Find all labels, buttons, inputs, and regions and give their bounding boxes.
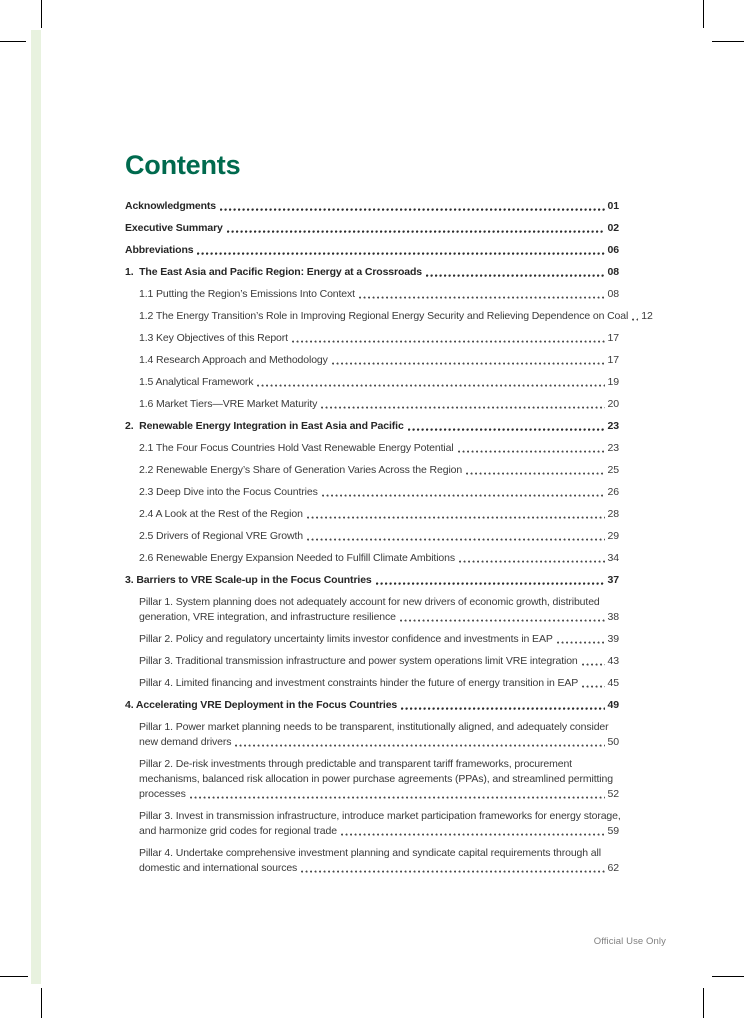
- crop-mark: [41, 988, 42, 1018]
- toc-entry[interactable]: [125, 463, 619, 478]
- toc-page-number: 49: [607, 699, 619, 711]
- toc-entry-last-line: [125, 265, 619, 280]
- toc-entry-last-line: [139, 610, 619, 625]
- toc-leader-dots: [632, 318, 638, 321]
- toc-entry[interactable]: [125, 676, 619, 691]
- toc-entry-last-line: [139, 331, 619, 346]
- toc-entry-last-line: [139, 551, 619, 566]
- toc-entry-text: new demand drivers: [139, 736, 232, 748]
- toc-page-number: 25: [607, 464, 619, 476]
- toc-page-number: 02: [607, 222, 619, 234]
- toc-entry[interactable]: [125, 698, 619, 713]
- toc-entry[interactable]: [125, 809, 619, 839]
- toc-entry-text: 2.2 Renewable Energy’s Share of Generation Varies Across the Region: [139, 464, 463, 476]
- toc-entry-text: 1. The East Asia and Pacific Region: Energy at a Crossroads: [125, 266, 423, 278]
- toc-entry-last-line: [125, 243, 619, 258]
- toc-entry-last-line: [139, 309, 653, 324]
- toc-leader-dots: [292, 340, 605, 343]
- toc-entry-text: Pillar 3. Traditional transmission infrastructure and power system operations limit VRE integration: [139, 655, 578, 667]
- toc-leader-dots: [235, 744, 604, 747]
- toc-entry-last-line: [139, 861, 619, 876]
- toc-entry[interactable]: [125, 199, 619, 214]
- toc-entry-text: 2.6 Renewable Energy Expansion Needed to Fulfill Climate Ambitions: [139, 552, 456, 564]
- table-of-contents: [125, 199, 653, 883]
- toc-page-number: 62: [607, 862, 619, 874]
- toc-entry-last-line: [125, 419, 619, 434]
- toc-entry-text: domestic and international sources: [139, 862, 298, 874]
- toc-page-number: 26: [607, 486, 619, 498]
- toc-leader-dots: [190, 796, 605, 799]
- toc-page-number: 01: [607, 200, 619, 212]
- toc-page-number: 34: [607, 552, 619, 564]
- toc-entry-last-line: [139, 463, 619, 478]
- toc-leader-dots: [376, 582, 605, 585]
- toc-page-number: 06: [607, 244, 619, 256]
- toc-leader-dots: [307, 538, 605, 541]
- toc-entry-text: 3. Barriers to VRE Scale-up in the Focus Countries: [125, 574, 372, 586]
- crop-mark: [712, 976, 744, 977]
- crop-mark: [0, 41, 26, 42]
- toc-entry[interactable]: [125, 397, 619, 412]
- toc-page-number: 29: [607, 530, 619, 542]
- toc-entry-last-line: [139, 676, 619, 691]
- toc-leader-dots: [582, 685, 604, 688]
- toc-entry-text: 2.3 Deep Dive into the Focus Countries: [139, 486, 318, 498]
- toc-entry[interactable]: [125, 221, 619, 236]
- left-bleed-bar: [31, 30, 41, 984]
- toc-page-number: 23: [607, 442, 619, 454]
- toc-leader-dots: [408, 428, 605, 431]
- crop-mark: [703, 988, 704, 1018]
- toc-page-number: 28: [607, 508, 619, 520]
- toc-entry[interactable]: [125, 846, 619, 876]
- toc-entry-last-line: [139, 824, 619, 839]
- toc-entry-text: Acknowledgments: [125, 200, 216, 212]
- toc-entry-text: 1.4 Research Approach and Methodology: [139, 354, 328, 366]
- toc-entry-last-line: [139, 529, 619, 544]
- toc-page-number: 38: [607, 611, 619, 623]
- toc-entry[interactable]: [125, 507, 619, 522]
- toc-entry-text: processes: [139, 788, 186, 800]
- toc-entry-last-line: [139, 485, 619, 500]
- toc-entry-text: Pillar 4. Limited financing and investment constraints hinder the future of energy transition in EAP: [139, 677, 579, 689]
- toc-entry-text: generation, VRE integration, and infrastructure resilience: [139, 611, 396, 623]
- toc-entry-text: 1.2 The Energy Transition’s Role in Improving Regional Energy Security and Relieving Dependence on Coal: [139, 310, 629, 322]
- toc-entry-text: and harmonize grid codes for regional trade: [139, 825, 337, 837]
- toc-entry[interactable]: [125, 331, 619, 346]
- toc-entry[interactable]: [125, 243, 619, 258]
- crop-mark: [41, 0, 42, 28]
- toc-entry-text: 1.6 Market Tiers—VRE Market Maturity: [139, 398, 318, 410]
- toc-page-number: 37: [607, 574, 619, 586]
- toc-page-number: 52: [607, 788, 619, 800]
- toc-entry-text: Executive Summary: [125, 222, 223, 234]
- toc-leader-dots: [466, 472, 604, 475]
- crop-mark: [703, 0, 704, 28]
- toc-leader-dots: [557, 641, 605, 644]
- toc-entry[interactable]: [125, 529, 619, 544]
- toc-entry-text: 2.5 Drivers of Regional VRE Growth: [139, 530, 303, 542]
- toc-leader-dots: [197, 252, 604, 255]
- toc-leader-dots: [332, 362, 605, 365]
- toc-entry-last-line: [139, 441, 619, 456]
- toc-page-number: 39: [607, 633, 619, 645]
- toc-entry-last-line: [139, 632, 619, 647]
- toc-leader-dots: [257, 384, 604, 387]
- toc-leader-dots: [301, 870, 604, 873]
- toc-page-number: 17: [607, 354, 619, 366]
- toc-entry[interactable]: [125, 265, 619, 280]
- toc-leader-dots: [321, 406, 604, 409]
- toc-leader-dots: [426, 274, 605, 277]
- toc-entry-text: 1.5 Analytical Framework: [139, 376, 254, 388]
- toc-leader-dots: [400, 619, 605, 622]
- toc-entry[interactable]: [125, 375, 619, 390]
- toc-entry-text-line: Pillar 3. Invest in transmission infrastructure, introduce market participation frameworks for energy storage,: [139, 810, 621, 822]
- toc-page-number: 19: [607, 376, 619, 388]
- toc-leader-dots: [458, 450, 605, 453]
- toc-page-number: 12: [641, 310, 653, 322]
- toc-entry-last-line: [139, 375, 619, 390]
- toc-leader-dots: [220, 208, 605, 211]
- toc-entry[interactable]: [125, 757, 619, 802]
- toc-entry-text-line: Pillar 1. System planning does not adequately account for new drivers of economic growth, distributed: [139, 596, 600, 608]
- toc-leader-dots: [322, 494, 605, 497]
- toc-entry-text: Pillar 2. Policy and regulatory uncertainty limits investor confidence and investments in EAP: [139, 633, 553, 645]
- toc-entry[interactable]: [125, 551, 619, 566]
- toc-page-number: 08: [607, 266, 619, 278]
- toc-page-number: 17: [607, 332, 619, 344]
- toc-page-number: 08: [607, 288, 619, 300]
- toc-entry[interactable]: [125, 720, 619, 750]
- toc-entry[interactable]: [125, 573, 619, 588]
- toc-entry-last-line: [125, 698, 619, 713]
- toc-entry-text: 2.4 A Look at the Rest of the Region: [139, 508, 303, 520]
- toc-page-number: 59: [607, 825, 619, 837]
- toc-entry-text-line: Pillar 4. Undertake comprehensive investment planning and syndicate capital requirements through all: [139, 847, 601, 859]
- toc-page-number: 20: [607, 398, 619, 410]
- toc-entry-text: Abbreviations: [125, 244, 194, 256]
- toc-entry[interactable]: [125, 287, 619, 302]
- toc-entry-last-line: [139, 787, 619, 802]
- toc-leader-dots: [227, 230, 605, 233]
- toc-entry-text-line: Pillar 2. De-risk investments through predictable and transparent tariff frameworks, procurement: [139, 758, 572, 770]
- crop-mark: [712, 41, 744, 42]
- toc-page-number: 23: [607, 420, 619, 432]
- toc-entry-text: 2.1 The Four Focus Countries Hold Vast Renewable Energy Potential: [139, 442, 454, 454]
- toc-leader-dots: [341, 833, 605, 836]
- toc-entry-last-line: [139, 507, 619, 522]
- toc-entry[interactable]: [125, 632, 619, 647]
- toc-leader-dots: [401, 707, 604, 710]
- toc-entry-text: 4. Accelerating VRE Deployment in the Focus Countries: [125, 699, 398, 711]
- toc-entry-text: 1.1 Putting the Region’s Emissions Into Context: [139, 288, 355, 300]
- toc-entry-last-line: [125, 199, 619, 214]
- page-title: Contents: [125, 150, 241, 180]
- toc-entry-last-line: [125, 573, 619, 588]
- toc-entry-last-line: [139, 654, 619, 669]
- toc-entry-text: 2. Renewable Energy Integration in East Asia and Pacific: [125, 420, 404, 432]
- toc-entry[interactable]: [125, 441, 619, 456]
- toc-leader-dots: [307, 516, 605, 519]
- toc-page-number: 43: [607, 655, 619, 667]
- toc-entry-last-line: [139, 397, 619, 412]
- crop-mark: [0, 976, 28, 977]
- footer-classification: Official Use Only: [593, 936, 666, 947]
- toc-entry-text-line: mechanisms, balanced risk allocation in power purchase agreements (PPAs), and streamlined permitting: [139, 773, 613, 785]
- toc-entry-last-line: [139, 287, 619, 302]
- toc-entry[interactable]: [125, 595, 619, 625]
- toc-entry[interactable]: [125, 309, 653, 324]
- toc-page-number: 45: [607, 677, 619, 689]
- toc-entry[interactable]: [125, 654, 619, 669]
- toc-leader-dots: [459, 560, 605, 563]
- toc-entry-last-line: [139, 353, 619, 368]
- toc-page-number: 50: [607, 736, 619, 748]
- toc-leader-dots: [582, 663, 605, 666]
- toc-entry[interactable]: [125, 485, 619, 500]
- toc-entry-last-line: [139, 735, 619, 750]
- toc-entry[interactable]: [125, 353, 619, 368]
- toc-entry-last-line: [125, 221, 619, 236]
- toc-entry-text: 1.3 Key Objectives of this Report: [139, 332, 288, 344]
- toc-leader-dots: [359, 296, 605, 299]
- toc-entry-text-line: Pillar 1. Power market planning needs to be transparent, institutionally aligned, and adequately consider: [139, 721, 609, 733]
- toc-entry[interactable]: [125, 419, 619, 434]
